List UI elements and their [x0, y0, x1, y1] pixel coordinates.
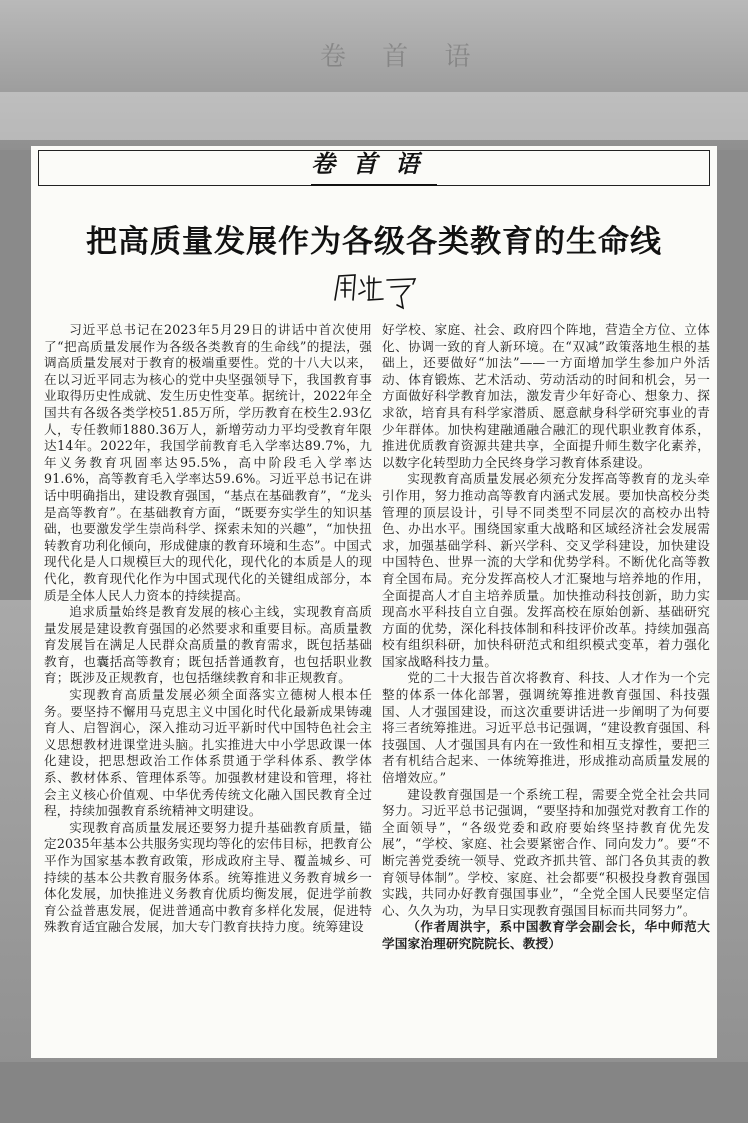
paragraph: 好学校、家庭、社会、政府四个阵地，营造全方位、立体化、协调一致的育人新环境。在“双减”政策落地生根的基础上，还要做好“加法”——一方面增加学生参加户外活动、体育锻炼、艺术活动、劳动活动的时间和机会，另一方面做好科学教育加法，激发青少年好奇心、想象力、探求欲，培育具有科学家潜质、愿意献身科学研究事业的青少年群体。加快构建融通融合融汇的现代职业教育体系，推进优质教育资源共建共享，全面提升师生数字化素养，以数字化转型助力全民终身学习教育体系建设。 — [382, 322, 710, 470]
article-column-left — [44, 322, 372, 936]
paragraph: 实现教育高质量发展必须充分发挥高等教育的龙头牵引作用，努力推动高等教育内涵式发展。要加快高校分类管理的顶层设计，引导不同类型不同层次的高校办出特色、办出水平。围绕国家重大战略和区域经济社会发展需求，加强基础学科、新兴学科、交叉学科建设，加快建设中国特色、世界一流的大学和优势学科。不断优化高等教育全国布局。充分发挥高校人才汇聚地与培养地的作用，全面提高人才自主培养质量。加快推动科技创新，助力实现高水平科技自立自强。发挥高校在原始创新、基础研究方面的优势，深化科技体制和科技评价改革。持续加强高校有组织科研，加快科研范式和组织模式变革，着力强化国家战略科技力量。 — [382, 471, 710, 669]
paragraph: 追求质量始终是教育发展的核心主线，实现教育高质量发展是建设教育强国的必然要求和重要目标。高质量教育发展旨在满足人民群众高质量的教育需求，既包括基础教育，也囊括高等教育；既包括普通教育，也包括职业教育；既涉及正规教育，也包括继续教育和非正规教育。 — [44, 604, 372, 686]
paragraph: 实现教育高质量发展还要努力提升基础教育质量，锚定2035年基本公共服务实现均等化的宏伟目标，把教育公平作为国家基本教育政策，形成政府主导、覆盖城乡、可持续的基本公共教育服务体系。统筹推进义务教育城乡一体化发展，加快推进义务教育优质均衡发展，促进学前教育公益普惠发展，促进普通高中教育多样化发展，促进特殊教育适宜融合发展，加大专门教育扶持力度。统筹建设 — [44, 819, 372, 935]
magazine-page — [31, 146, 717, 1058]
background-bottom — [0, 1062, 748, 1123]
section-title: 卷首语 — [311, 149, 437, 178]
background-band — [0, 92, 748, 140]
author-byline: （作者周洪宇，系中国教育学会副会长，华中师范大学国家治理研究院院长、教授） — [382, 919, 710, 951]
article-title: 把高质量发展作为各级各类教育的生命线 — [86, 224, 662, 260]
handwritten-signature — [331, 270, 419, 310]
article-column-right — [382, 322, 710, 953]
section-title-underline — [311, 184, 437, 186]
background-ghost-title: 卷 首 语 — [320, 42, 485, 72]
paragraph: 党的二十大报告首次将教育、科技、人才作为一个完整的体系一体化部署，强调统筹推进教育强国、科技强国、人才强国建设，而这次重要讲话进一步阐明了为何要将三者统筹推进。习近平总书记强调，“建设教育强国、科技强国、人才强国具有内在一致性和相互支撑性，要把三者有机结合起来、一体统筹推进，形成推动高质量发展的倍增效应。” — [382, 670, 710, 786]
paragraph: 建设教育强国是一个系统工程，需要全党全社会共同努力。习近平总书记强调，“要坚持和加强党对教育工作的全面领导”，“各级党委和政府要始终坚持教育优先发展”，“学校、家庭、社会要紧密合作、同向发力”。要“不断完善党委统一领导、党政齐抓共管、部门各负其责的教育领导体制”。学校、家庭、社会都要“积极投身教育强国实践，共同办好教育强国事业”，“全党全国人民要坚定信心、久久为功，为早日实现教育强国目标而共同努力”。 — [382, 786, 710, 918]
paragraph: 习近平总书记在2023年5月29日的讲话中首次使用了“把高质量发展作为各级各类教育的生命线”的提法，强调高质量发展对于教育的极端重要性。党的十八大以来，在以习近平同志为核心的党中央坚强领导下，我国教育事业取得历史性成就、发生历史性变革。据统计，2022年全国共有各级各类学校51.85万所，学历教育在校生2.93亿人，专任教师1880.36万人，新增劳动力平均受教育年限达14年。2022年，我国学前教育毛入学率达89.7%，九年义务教育巩固率达95.5%，高中阶段毛入学率达91.6%，高等教育毛入学率达59.6%。习近平总书记在讲话中明确指出，建设教育强国，“基点在基础教育”，“龙头是高等教育”。在基础教育方面，“既要夯实学生的知识基础，也要激发学生崇尚科学、探索未知的兴趣”，“加快扭转教育功利化倾向，形成健康的教育环境和生态”。中国式现代化是人口规模巨大的现代化，现代化的本质是人的现代化，教育现代化作为中国式现代化的关键组成部分，本质是全体人民人力资本的持续提高。 — [44, 322, 372, 603]
paragraph: 实现教育高质量发展必须全面落实立德树人根本任务。要坚持不懈用马克思主义中国化时代化最新成果铸魂育人、启智润心，深入推动习近平新时代中国特色社会主义思想教材进课堂进头脑。扎实推进大中小学思政课一体化建设，把思想政治工作体系贯通于学科体系、教学体系、教材体系、管理体系等。加强教材建设和管理，将社会主义核心价值观、中华优秀传统文化融入国民教育全过程，持续加强教育系统精神文明建设。 — [44, 687, 372, 819]
